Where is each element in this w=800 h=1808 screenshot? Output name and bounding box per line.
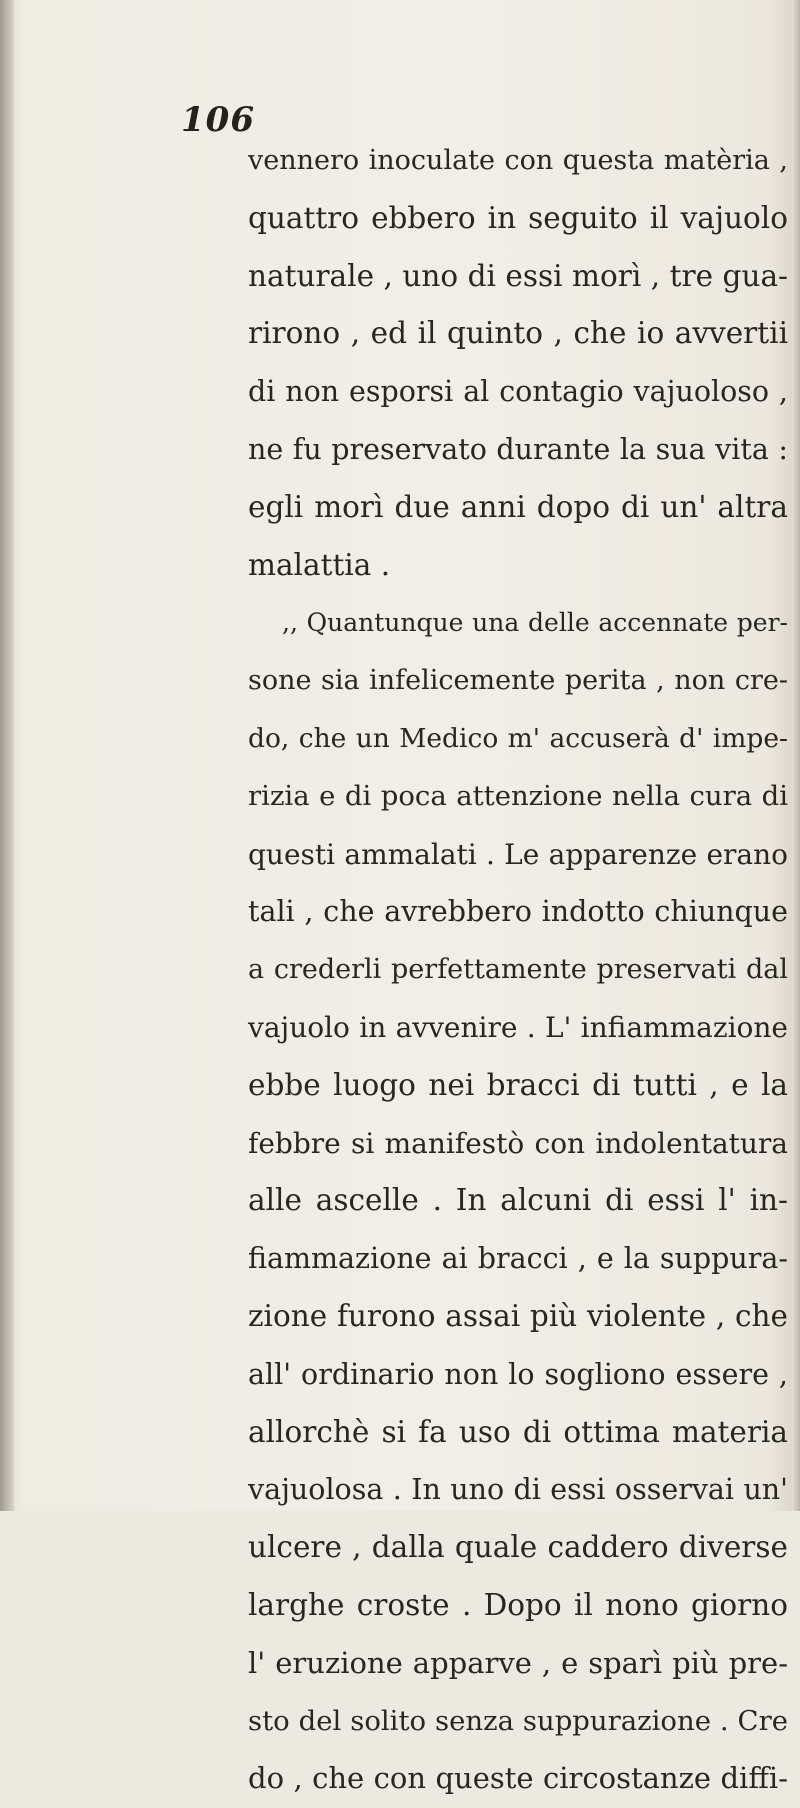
text-line: zione furono assai più violente , che xyxy=(248,1298,788,1333)
text-line: do , che con queste circostanze diffi- xyxy=(248,1761,788,1796)
text-line: febbre si manifestò con indolentatura xyxy=(248,1126,788,1160)
text-line: rirono , ed il quinto , che io avvertii xyxy=(248,316,788,351)
body-text xyxy=(248,132,788,1808)
text-line: quattro ebbero in seguito il vajuolo xyxy=(248,200,788,235)
text-line: malattia . xyxy=(248,547,391,582)
text-line: ebbe luogo nei bracci di tutti , e la xyxy=(248,1067,788,1102)
text-line: ne fu preservato durante la sua vita : xyxy=(248,432,788,466)
text-line: larghe croste . Dopo il nono giorno xyxy=(248,1587,788,1622)
text-line: vajuolo in avvenire . L' infiammazione xyxy=(248,1010,788,1044)
text-line: a crederli perfettamente preservati dal xyxy=(248,954,788,986)
text-line: sone sia infelicemente perita , non cre- xyxy=(248,665,788,697)
text-line: questi ammalati . Le apparenze erano xyxy=(248,837,788,871)
text-line: sto del solito senza suppurazione . Cre xyxy=(248,1704,788,1737)
text-line: all' ordinario non lo sogliono essere , xyxy=(248,1357,788,1391)
text-line: ,, Quantunque una delle accennate per- xyxy=(282,608,788,638)
page-edge xyxy=(792,0,800,1511)
text-line: alle ascelle . In alcuni di essi l' in- xyxy=(248,1183,788,1218)
binding-shadow xyxy=(0,0,14,1511)
text-line: vajuolosa . In uno di essi osservai un' xyxy=(248,1473,788,1507)
text-line: allorchè si fa uso di ottima materia xyxy=(248,1414,788,1449)
text-line: tali , che avrebbero indotto chiunque xyxy=(248,895,788,929)
text-line: vennero inoculate con questa matèria , xyxy=(248,145,788,176)
text-line: di non esporsi al contagio vajuoloso , xyxy=(248,375,788,409)
text-line: fiammazione ai bracci , e la suppura- xyxy=(248,1242,788,1276)
text-line: ulcere , dalla quale caddero diverse xyxy=(248,1530,788,1565)
text-line: rizia e di poca attenzione nella cura di xyxy=(248,779,788,812)
page-number: 106 xyxy=(181,100,255,140)
text-line: l' eruzione apparve , e sparì più pre- xyxy=(248,1645,788,1680)
text-line: naturale , uno di essi morì , tre gua- xyxy=(248,258,788,293)
text-line: egli morì due anni dopo di un' altra xyxy=(248,489,788,524)
text-line: do, che un Medico m' accuserà d' impe- xyxy=(248,722,788,754)
